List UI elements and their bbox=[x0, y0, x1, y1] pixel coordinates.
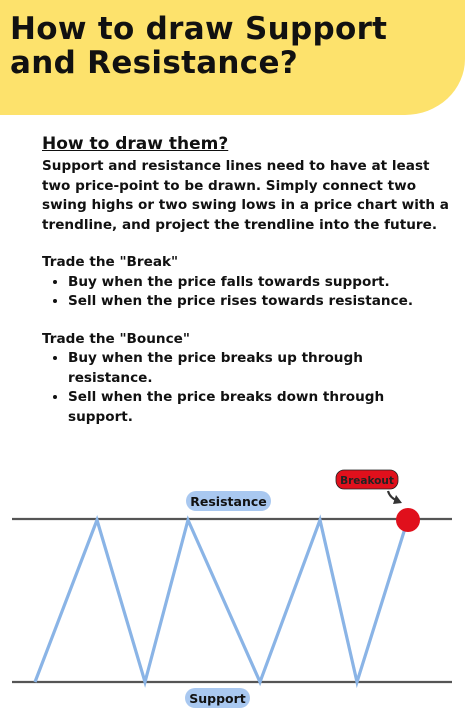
title-line-1: How to draw Support bbox=[10, 11, 388, 47]
price-zigzag bbox=[35, 520, 407, 682]
break-heading: Trade the "Break" bbox=[42, 254, 179, 270]
support-label: Support bbox=[189, 691, 246, 706]
list-item: • Sell when the price breaks down through support. bbox=[68, 388, 452, 427]
resistance-label: Resistance bbox=[190, 494, 267, 509]
page-title bbox=[10, 12, 387, 80]
bounce-heading: Trade the "Bounce" bbox=[42, 330, 190, 347]
breakout-arrow-icon bbox=[388, 491, 402, 504]
title-line-2: and Resistance? bbox=[10, 45, 299, 81]
bounce-list bbox=[42, 349, 452, 427]
title-banner bbox=[0, 0, 465, 115]
list-item: • Buy when the price falls towards support. bbox=[68, 273, 452, 293]
section-heading: How to draw them? bbox=[42, 134, 229, 154]
break-list bbox=[42, 273, 452, 312]
breakout-label-badge bbox=[336, 470, 398, 489]
resistance-label-pill bbox=[186, 491, 271, 511]
section-body: Support and resistance lines need to have at least two price-point to be drawn. Simply connect two swing highs or two swing lows in a price chart with a trendline, and project the trendline into the future. bbox=[42, 158, 449, 233]
list-item: • Sell when the price rises towards resistance. bbox=[68, 292, 452, 312]
breakout-label: Breakout bbox=[340, 475, 394, 487]
breakout-point bbox=[396, 508, 420, 532]
support-label-pill bbox=[185, 688, 250, 708]
content-area bbox=[42, 133, 452, 427]
list-item: • Buy when the price breaks up through resistance. bbox=[68, 349, 452, 388]
support-resistance-diagram bbox=[0, 460, 465, 716]
